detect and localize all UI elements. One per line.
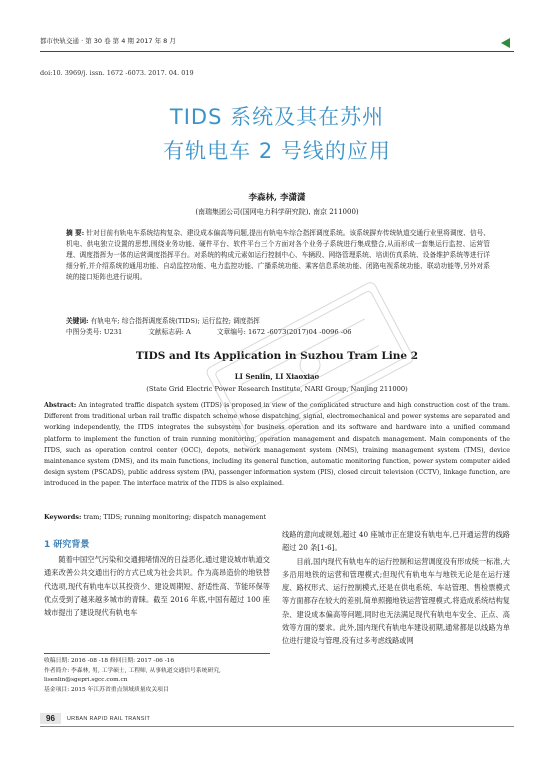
english-authors: LI Senlin, LI Xiaoxiao (234, 372, 320, 381)
abstract-zh-text: 针对目前有轨电车系统结构复杂、建设成本偏高等问题,提出有轨电车综合指挥调度系统。该系统摒弃传统轨道交通行业里将调度、信号、机电、供电独立设置的思想,围绕业务功能、硬件平台、软件平台三个方面对各个业务子系统进行集成整合,从而形成一套集运行监控、运营管理、调度指挥为一体的运营调度指挥平台。对系统的构成元素如运行控制中心、车辆段、网络管理系统、培训仿真系统、设备维护系统等进行详细分析,并介绍系统的通用功能、自动监控功能、电力监控功能、广播系统功能、乘客信息系统功能、闭路电视系统功能、联动功能等,另外对系统的接口矩阵也进行说明。 (66, 229, 490, 281)
footnote-rule (44, 653, 270, 654)
english-affiliation: (State Grid Electric Power Research Institute, NARI Group, Nanjing 211000) (146, 385, 408, 393)
english-title: TIDS and Its Application in Suzhou Tram Line 2 (135, 350, 419, 362)
classification-row (66, 326, 490, 336)
doc-code: 文献标志码: A (148, 328, 191, 336)
clc-number: 中图分类号: U231 (66, 328, 123, 336)
footnotes (44, 657, 276, 695)
body-right-para-2: 目前,国内现代有轨电车的运行控制和运营调度没有形成统一标准,大多沿用地铁的运营和管理模式;但现代有轨电车与地铁无论是在运行速度、路权形式、运行控制模式,还是在供电系统、车站管理、售检票模式等方面都存在较大的差别,简单照搬地铁运营管理模式,将造成系统结构复杂、建设成本偏高等问题,同时也无法满足现代有轨电车安全、正点、高效等方面的要求。此外,国内现代有轨电车建设初期,通常都是以线路为单位进行建设与管理,没有过多考虑线路或网 (282, 556, 510, 646)
abstract-zh-label: 摘 要: (66, 229, 85, 237)
article-number: 文章编号: 1672 -6073(2017)04 -0096 -06 (216, 328, 352, 336)
body-right-column (282, 528, 510, 648)
footnote-author: 作者简介: 李森林, 男, 工学硕士, 工程师, 从事轨道交通信号系统研究, lisenlin@sgepri.sgcc.com.cn (44, 667, 221, 683)
page-number: 96 (40, 713, 61, 724)
footer-journal: URBAN RAPID RAIL TRANSIT (66, 715, 151, 722)
keywords-en-text: tram; TIDS; running monitoring; dispatch management (83, 513, 267, 521)
keywords-zh-label: 关键词: (66, 317, 89, 325)
keywords-en (44, 513, 510, 521)
section-heading: 1 研究背景 (44, 540, 90, 550)
header-rule (40, 51, 514, 52)
abstract-en-text: An integrated traffic dispatch system (ITDS) is proposed in view of the complicated structure and high construction cost of the tram. Different from traditional urban rail traffic dispatch scheme whose dispatching, signal, electromechanical and power systems are separated and working independently, the ITDS integrates the subsystem for business operation and its software and hardware into a unified command platform to implement the function of train running monitoring, operation management and dispatch management. Main components of the ITDS, such as operation control center (OCC), depots, network management system (NMS), training management system (TMS), device maintenance system (DMS), and its main functions, including its general function, automatic monitoring function, power system computer aided design system (PSCADS), public address system (PA), passenger information system (PIS), closed circuit television (CCTV), linkage function, are introduced in the paper. The interface matrix of the ITDS is also explained. (44, 402, 510, 488)
footnote-fund: 基金项目: 2015 年江苏省重点领域质量攻关项目 (44, 686, 169, 693)
keywords-zh (66, 315, 490, 325)
body-right-para-1: 线路的意向或规划,超过 40 座城市正在建设有轨电车,已开通运营的线路超过 20 条[1-6]。 (282, 530, 510, 553)
keywords-zh-text: 有轨电车; 综合指挥调度系统(TIDS); 运行监控; 调度指挥 (90, 317, 260, 325)
keywords-en-label: Keywords: (44, 513, 82, 521)
title-line-2: 有轨电车 2 号线的应用 (163, 139, 391, 163)
nav-arrow-icon (501, 38, 510, 48)
doi: doi:10. 3969/j. issn. 1672 -6073. 2017. 04. 019 (40, 69, 194, 77)
affiliation: (南瑞集团公司(国网电力科学研究院), 南京 211000) (195, 208, 359, 216)
authors: 李森林, 李潇潇 (248, 193, 306, 203)
journal-header: 都市快轨交通 · 第 30 卷 第 4 期 2017 年 8 月 (40, 37, 176, 45)
footer-rule (40, 726, 514, 727)
abstract-en (44, 400, 510, 490)
page-footer (40, 713, 150, 724)
abstract-zh (66, 228, 490, 283)
body-left-column: 随着中国空气污染和交通拥堵情况的日益恶化,通过建设城市轨道交通来改善公共交通出行的方式已成为社会共识。作为高昂造价的地铁替代选项,现代有轨电车以其投资少、建设周期短、舒适性高、节能环保等优点受到了越来越多城市的青睐。截至 2016 年底,中国有超过 100 座城市提出了建设现代有轨电车 (44, 555, 270, 618)
title-line-1: TIDS 系统及其在苏州 (169, 105, 385, 129)
footnote-received: 收稿日期: 2016 -08 -18 修回日期: 2017 -06 -16 (44, 658, 175, 664)
abstract-en-label: Abstract: (44, 402, 77, 409)
